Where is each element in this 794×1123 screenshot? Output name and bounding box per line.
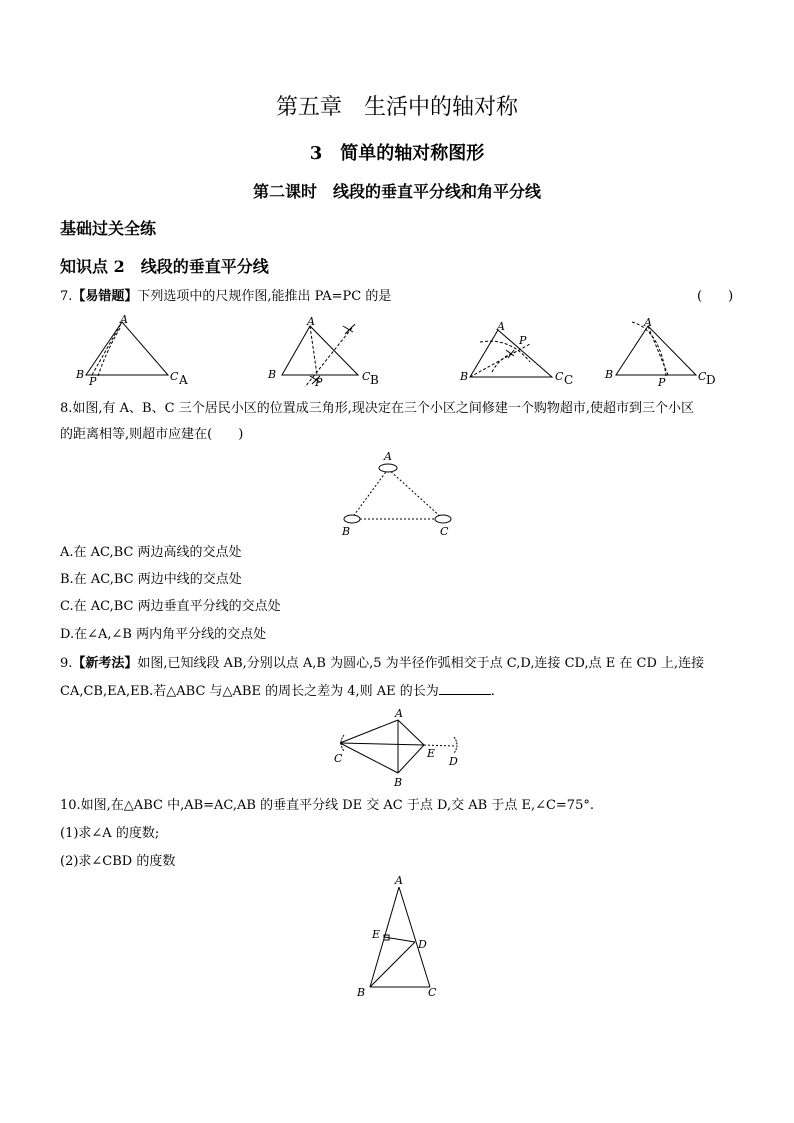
question-7: 7.【易错题】下列选项中的尺规作图,能推出 PA=PC 的是 [60,289,392,304]
svg-text:A: A [384,450,392,463]
q10-figure [350,872,450,1002]
svg-text:C: C [428,986,437,999]
q8-option-c: C.在 AC,BC 两边垂直平分线的交点处 [60,599,281,614]
question-9-line2: CA,CB,EA,EB.若△ABC 与△ABE 的周长之差为 4,则 AE 的长为 . [60,684,495,699]
chapter-title: 第五章 生活中的轴对称 [275,95,518,120]
question-9: 9.【新考法】如图,已知线段 AB,分别以点 A,B 为圆心,5 为半径作弧相交于点 C,D,连接 CD,点 E 在 CD 上,连接 [60,656,705,671]
svg-text:A: A [395,707,403,720]
knowledge-point-heading: 知识点 2 线段的垂直平分线 [60,257,269,276]
svg-text:C: C [440,525,449,538]
svg-text:P: P [315,376,323,389]
svg-text:B: B [76,368,85,381]
question-8-line1: 8.如图,有 A、B、C 三个居民小区的位置成三角形,现决定在三个小区之间修建一个购物超市,使超市到三个小区 [60,401,694,416]
svg-text:C: C [170,370,179,383]
svg-text:A: A [120,313,128,326]
svg-text:A: A [395,874,403,887]
svg-text:B: B [342,525,351,538]
q8-option-a: A.在 AC,BC 两边高线的交点处 [60,545,242,560]
svg-text:D: D [706,373,716,387]
svg-text:A: A [644,316,652,329]
svg-text:E: E [427,747,436,760]
question-10: 10.如图,在△ABC 中,AB=AC,AB 的垂直平分线 DE 交 AC 于点 D,交 AB 于点 E,∠C=75°. [60,798,594,813]
q8-option-d: D.在∠A,∠B 两内角平分线的交点处 [60,627,267,642]
part-heading: 基础过关全练 [60,219,157,238]
svg-text:A: A [179,373,188,387]
answer-bracket: ( ) [697,289,734,304]
question-9-text: 如图,已知线段 AB,分别以点 A,B 为圆心,5 为半径作弧相交于点 C,D,连接 CD,点 E 在 CD 上,连接 [137,656,705,671]
q9-figure [328,705,468,789]
svg-text:B: B [460,370,469,383]
lesson-title: 第二课时 线段的垂直平分线和角平分线 [252,182,541,201]
svg-text:D: D [449,755,458,768]
svg-text:B: B [370,373,379,387]
question-8-line2: 的距离相等,则超市应建在( ) [60,427,244,442]
svg-text:B: B [268,368,277,381]
svg-text:C: C [362,370,371,383]
svg-text:B: B [357,986,366,999]
svg-text:P: P [519,334,527,347]
svg-text:P: P [89,375,97,388]
question-10-part-2: (2)求∠CBD 的度数 [60,854,176,869]
svg-text:C: C [334,752,343,765]
svg-text:C: C [555,370,564,383]
question-7-text: 下列选项中的尺规作图,能推出 PA=PC 的是 [137,289,392,304]
section-title: 3 简单的轴对称图形 [309,143,485,164]
tag-error-prone: 【易错题】 [72,289,138,304]
svg-text:B: B [394,776,403,789]
svg-text:D: D [418,938,427,951]
q8-figure [330,450,470,542]
svg-text:E: E [372,928,381,941]
svg-text:C: C [564,373,574,387]
q7-figures [60,312,740,392]
svg-text:B: B [605,368,614,381]
question-10-part-1: (1)求∠A 的度数; [60,826,160,841]
q8-option-b: B.在 AC,BC 两边中线的交点处 [60,572,242,587]
svg-text:A: A [497,320,505,333]
svg-text:A: A [307,315,315,328]
svg-text:C: C [698,370,707,383]
tag-new-method: 【新考法】 [72,656,138,671]
svg-text:P: P [658,376,666,389]
answer-blank [439,682,491,695]
